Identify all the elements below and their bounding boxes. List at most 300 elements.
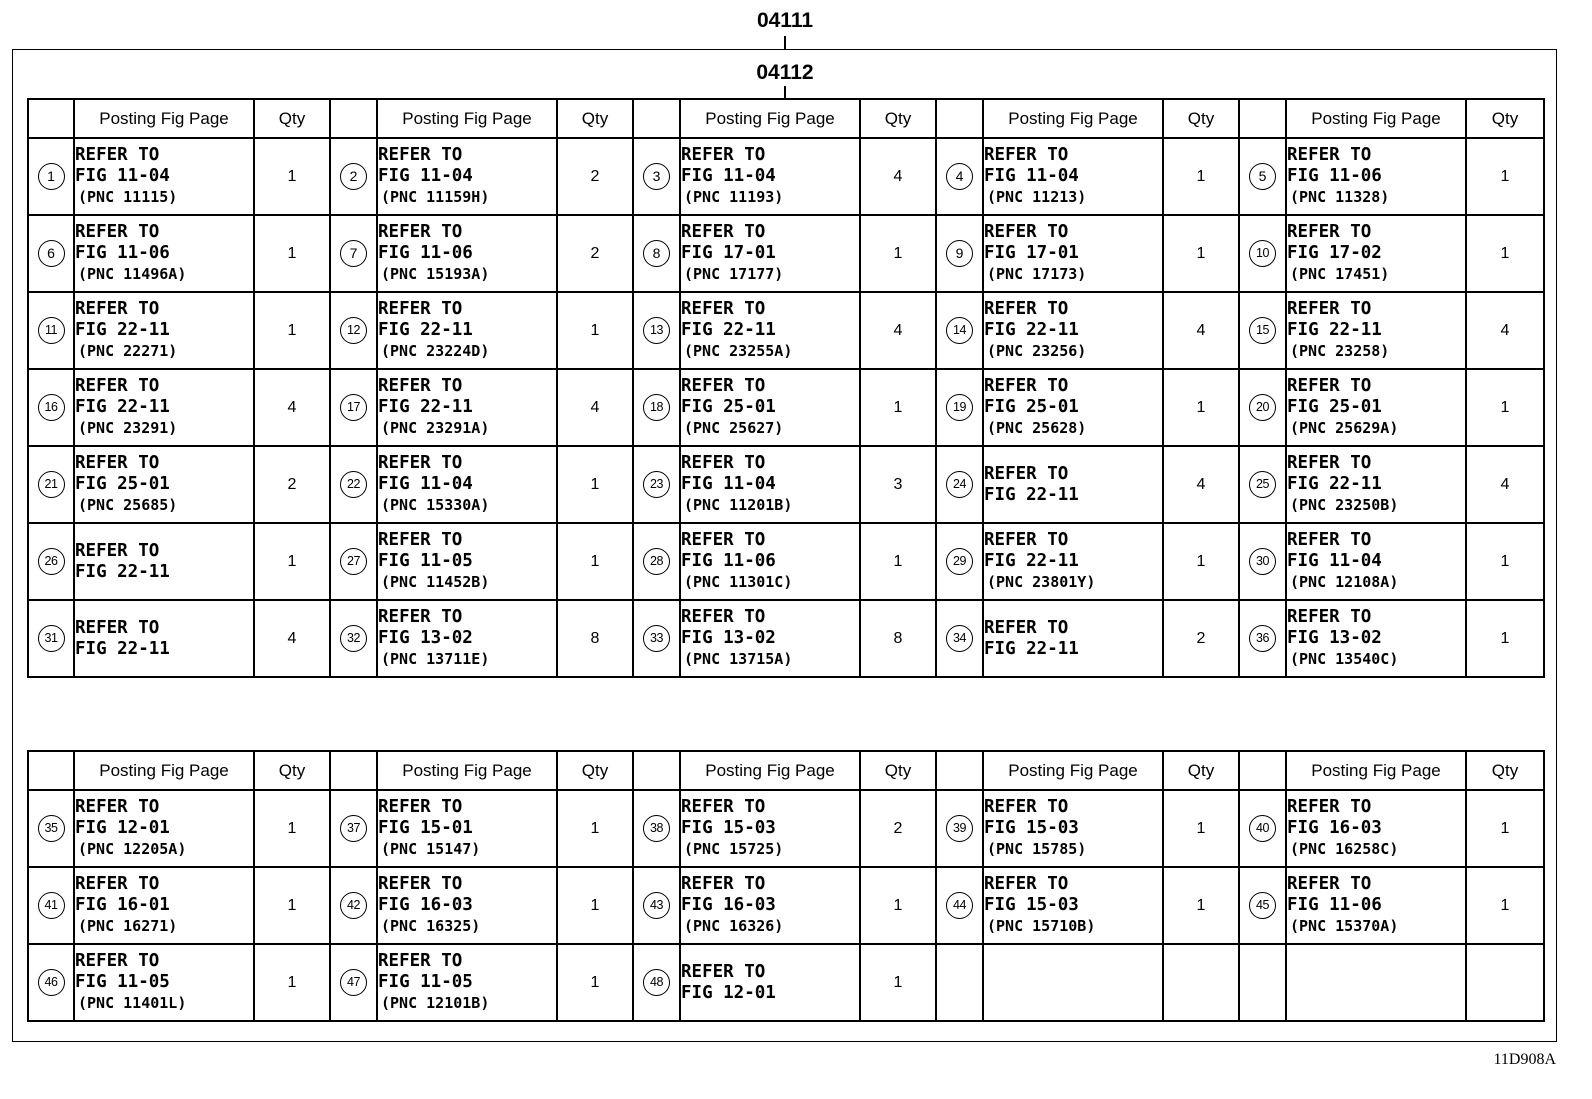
drawing-code: 11D908A: [1493, 1051, 1556, 1068]
item-number-cell: [1239, 446, 1286, 523]
part-number-reference: (PNC 13711E): [381, 650, 490, 668]
reference-cell: [1286, 446, 1466, 523]
item-number-cell: [330, 523, 377, 600]
item-number-cell: [330, 215, 377, 292]
item-number-cell: [633, 292, 680, 369]
reference-cell: [680, 790, 860, 867]
quantity-cell: 4: [557, 369, 633, 446]
reference-cell: [74, 523, 254, 600]
figure-reference: FIG 11-05: [378, 551, 473, 571]
figure-reference: FIG 11-06: [1287, 895, 1382, 915]
item-number-badge: 48: [643, 969, 670, 996]
quantity-cell: 1: [1163, 523, 1239, 600]
reference-cell: [983, 790, 1163, 867]
quantity-cell: 8: [860, 600, 936, 677]
reference-cell: [983, 215, 1163, 292]
figure-reference: FIG 11-04: [681, 166, 776, 186]
reference-cell: [74, 215, 254, 292]
figure-reference: FIG 12-01: [75, 818, 170, 838]
part-number-reference: (PNC 13540C): [1290, 650, 1399, 668]
refer-to-text: REFER TO: [984, 299, 1069, 319]
reference-cell: [680, 369, 860, 446]
item-number-cell: [28, 138, 74, 215]
refer-to-text: REFER TO: [681, 961, 766, 982]
item-number-badge: 22: [340, 471, 367, 498]
figure-reference: FIG 11-04: [984, 166, 1079, 186]
item-number-cell: [936, 292, 983, 369]
part-number-reference: (PNC 23258): [1290, 342, 1390, 360]
item-number-cell: [28, 292, 74, 369]
part-number-reference: (PNC 11115): [78, 188, 178, 206]
refer-to-text: REFER TO: [75, 376, 160, 396]
refer-to-text: REFER TO: [681, 453, 766, 473]
item-number-badge: 44: [946, 892, 973, 919]
part-number-reference: (PNC 11213): [987, 188, 1087, 206]
figure-reference: FIG 11-04: [378, 166, 473, 186]
figure-reference: FIG 12-01: [681, 982, 776, 1003]
item-number-badge: 18: [643, 394, 670, 421]
figure-reference: FIG 15-03: [984, 895, 1079, 915]
refer-to-text: REFER TO: [1287, 376, 1372, 396]
figure-reference: FIG 22-11: [75, 638, 170, 659]
item-number-badge: 24: [946, 471, 973, 498]
quantity-cell: 1: [860, 369, 936, 446]
reference-cell: [680, 600, 860, 677]
refer-to-text: REFER TO: [984, 376, 1069, 396]
refer-to-text: REFER TO: [378, 376, 463, 396]
part-number-reference: (PNC 15193A): [381, 265, 490, 283]
item-number-cell: [936, 600, 983, 677]
header-posting-fig-page: Posting Fig Page: [983, 751, 1163, 790]
reference-cell: [680, 867, 860, 944]
item-number-cell: [1239, 523, 1286, 600]
item-number-cell: [936, 369, 983, 446]
part-number-reference: (PNC 11201B): [684, 496, 793, 514]
header-qty: Qty: [254, 99, 330, 138]
figure-reference: FIG 15-03: [984, 818, 1079, 838]
header-qty: Qty: [1163, 751, 1239, 790]
quantity-cell: 1: [860, 944, 936, 1021]
refer-to-text: REFER TO: [681, 607, 766, 627]
quantity-cell: 1: [557, 523, 633, 600]
refer-to-text: REFER TO: [1287, 453, 1372, 473]
header-qty: Qty: [557, 99, 633, 138]
quantity-cell: 4: [860, 138, 936, 215]
header-index-cell: [936, 751, 983, 790]
quantity-cell: [1466, 944, 1544, 1021]
figure-reference: FIG 22-11: [378, 397, 473, 417]
figure-reference: FIG 11-04: [378, 474, 473, 494]
item-number-cell: [633, 523, 680, 600]
part-number-reference: (PNC 15370A): [1290, 917, 1399, 935]
quantity-cell: 1: [1163, 867, 1239, 944]
reference-cell: [1286, 523, 1466, 600]
header-qty: Qty: [557, 751, 633, 790]
item-number-cell: [633, 944, 680, 1021]
quantity-cell: 2: [557, 215, 633, 292]
figure-reference: FIG 16-03: [378, 895, 473, 915]
figure-reference: FIG 15-03: [681, 818, 776, 838]
item-number-cell: [28, 790, 74, 867]
figure-reference: FIG 22-11: [75, 320, 170, 340]
quantity-cell: 1: [557, 446, 633, 523]
quantity-cell: 1: [254, 138, 330, 215]
part-number-reference: (PNC 23255A): [684, 342, 793, 360]
figure-reference: FIG 22-11: [1287, 474, 1382, 494]
reference-cell: [680, 523, 860, 600]
item-number-badge: 17: [340, 394, 367, 421]
item-number-badge: 47: [340, 969, 367, 996]
part-number-reference: (PNC 11159H): [381, 188, 490, 206]
refer-to-text: REFER TO: [378, 607, 463, 627]
item-number-badge: 11: [38, 317, 65, 344]
figure-reference: FIG 22-11: [984, 320, 1079, 340]
table-row: [28, 138, 1544, 215]
item-number-cell: [28, 867, 74, 944]
reference-cell: [1286, 215, 1466, 292]
table-row: [28, 867, 1544, 944]
reference-cell: [680, 215, 860, 292]
quantity-cell: 1: [1466, 790, 1544, 867]
item-number-cell: [936, 523, 983, 600]
item-number-cell: [1239, 600, 1286, 677]
reference-cell: [983, 944, 1163, 1021]
item-number-cell: [1239, 369, 1286, 446]
item-number-cell: [936, 215, 983, 292]
reference-cell: [377, 523, 557, 600]
quantity-cell: 4: [254, 369, 330, 446]
header-index-cell: [633, 99, 680, 138]
reference-cell: [983, 369, 1163, 446]
item-number-cell: [633, 790, 680, 867]
part-number-reference: (PNC 11496A): [78, 265, 187, 283]
header-qty: Qty: [254, 751, 330, 790]
refer-to-text: REFER TO: [378, 530, 463, 550]
quantity-cell: 4: [860, 292, 936, 369]
refer-to-text: REFER TO: [984, 145, 1069, 165]
quantity-cell: 2: [860, 790, 936, 867]
reference-cell: [983, 523, 1163, 600]
header-qty: Qty: [1163, 99, 1239, 138]
item-number-badge: 46: [38, 969, 65, 996]
item-number-badge: 33: [643, 625, 670, 652]
refer-to-text: REFER TO: [984, 797, 1069, 817]
reference-cell: [377, 600, 557, 677]
item-number-badge: 3: [643, 163, 670, 190]
item-number-badge: 10: [1249, 240, 1276, 267]
header-posting-fig-page: Posting Fig Page: [983, 99, 1163, 138]
table-row: [28, 215, 1544, 292]
reference-cell: [74, 790, 254, 867]
part-number-reference: (PNC 17451): [1290, 265, 1390, 283]
figure-reference: FIG 17-01: [984, 243, 1079, 263]
refer-to-text: REFER TO: [984, 530, 1069, 550]
item-number-cell: [633, 215, 680, 292]
refer-to-text: REFER TO: [75, 797, 160, 817]
part-number-reference: (PNC 25629A): [1290, 419, 1399, 437]
reference-cell: [1286, 600, 1466, 677]
header-index-cell: [1239, 751, 1286, 790]
header-qty: Qty: [1466, 99, 1544, 138]
header-index-cell: [28, 751, 74, 790]
part-number-reference: (PNC 11328): [1290, 188, 1390, 206]
refer-to-text: REFER TO: [681, 376, 766, 396]
figure-reference: FIG 11-06: [75, 243, 170, 263]
figure-reference: FIG 22-11: [681, 320, 776, 340]
reference-cell: [377, 867, 557, 944]
header-index-cell: [330, 751, 377, 790]
item-number-cell: [633, 138, 680, 215]
item-number-badge: 26: [38, 548, 65, 575]
figure-reference: FIG 13-02: [378, 628, 473, 648]
quantity-cell: 1: [254, 790, 330, 867]
quantity-cell: 1: [1466, 523, 1544, 600]
figure-reference: FIG 22-11: [984, 638, 1079, 659]
figure-reference: FIG 11-06: [1287, 166, 1382, 186]
quantity-cell: 1: [1466, 215, 1544, 292]
table-row: [28, 369, 1544, 446]
item-number-badge: 2: [340, 163, 367, 190]
table-row: [28, 292, 1544, 369]
quantity-cell: 1: [860, 523, 936, 600]
item-number-cell: [330, 944, 377, 1021]
leader-line-top: [784, 36, 786, 49]
item-number-badge: 20: [1249, 394, 1276, 421]
reference-cell: [983, 138, 1163, 215]
item-number-badge: 37: [340, 815, 367, 842]
item-number-cell: [633, 446, 680, 523]
item-number-cell: [1239, 790, 1286, 867]
figure-reference: FIG 11-04: [681, 474, 776, 494]
item-number-cell: [936, 446, 983, 523]
figure-reference: FIG 22-11: [1287, 320, 1382, 340]
reference-cell: [680, 944, 860, 1021]
item-number-cell: [633, 600, 680, 677]
item-number-badge: 1: [38, 163, 65, 190]
item-number-badge: 38: [643, 815, 670, 842]
item-number-cell: [28, 369, 74, 446]
item-number-cell: [330, 369, 377, 446]
figure-reference: FIG 16-03: [681, 895, 776, 915]
refer-to-text: REFER TO: [75, 874, 160, 894]
refer-to-text: REFER TO: [1287, 222, 1372, 242]
refer-to-text: REFER TO: [984, 874, 1069, 894]
part-number-reference: (PNC 22271): [78, 342, 178, 360]
figure-reference: FIG 13-02: [1287, 628, 1382, 648]
figure-reference: FIG 11-04: [1287, 551, 1382, 571]
part-number-reference: (PNC 11452B): [381, 573, 490, 591]
refer-to-text: REFER TO: [378, 222, 463, 242]
reference-cell: [680, 138, 860, 215]
item-number-badge: 34: [946, 625, 973, 652]
item-number-badge: 25: [1249, 471, 1276, 498]
item-number-cell: [28, 523, 74, 600]
quantity-cell: 1: [860, 215, 936, 292]
refer-to-text: REFER TO: [378, 951, 463, 971]
reference-cell: [983, 600, 1163, 677]
quantity-cell: 1: [1466, 138, 1544, 215]
quantity-cell: 4: [1466, 292, 1544, 369]
header-index-cell: [1239, 99, 1286, 138]
part-number-reference: (PNC 12101B): [381, 994, 490, 1012]
item-number-badge: 8: [643, 240, 670, 267]
reference-cell: [74, 138, 254, 215]
part-number-reference: (PNC 15710B): [987, 917, 1096, 935]
reference-cell: [1286, 138, 1466, 215]
part-number-reference: (PNC 23256): [987, 342, 1087, 360]
reference-cell: [1286, 790, 1466, 867]
part-number-reference: (PNC 11301C): [684, 573, 793, 591]
figure-reference: FIG 25-01: [984, 397, 1079, 417]
part-number-reference: (PNC 11401L): [78, 994, 187, 1012]
part-number-reference: (PNC 12108A): [1290, 573, 1399, 591]
refer-to-text: REFER TO: [75, 145, 160, 165]
part-number-reference: (PNC 23801Y): [987, 573, 1096, 591]
part-number-reference: (PNC 16271): [78, 917, 178, 935]
refer-to-text: REFER TO: [378, 874, 463, 894]
figure-reference: FIG 13-02: [681, 628, 776, 648]
part-number-reference: (PNC 15147): [381, 840, 481, 858]
header-row: [28, 99, 1544, 138]
refer-to-text: REFER TO: [1287, 299, 1372, 319]
part-number-reference: (PNC 23291): [78, 419, 178, 437]
part-number-reference: (PNC 11193): [684, 188, 784, 206]
quantity-cell: 1: [254, 292, 330, 369]
item-number-badge: 6: [38, 240, 65, 267]
item-number-badge: 31: [38, 625, 65, 652]
figure-reference: FIG 22-11: [75, 561, 170, 582]
refer-to-text: REFER TO: [681, 299, 766, 319]
refer-to-text: REFER TO: [75, 540, 160, 561]
part-number-reference: (PNC 15330A): [381, 496, 490, 514]
reference-cell: [74, 944, 254, 1021]
refer-to-text: REFER TO: [75, 453, 160, 473]
figure-reference: FIG 17-01: [681, 243, 776, 263]
item-number-cell: [1239, 944, 1286, 1021]
part-number-reference: (PNC 15725): [684, 840, 784, 858]
reference-cell: [377, 944, 557, 1021]
refer-to-text: REFER TO: [681, 145, 766, 165]
quantity-cell: 2: [254, 446, 330, 523]
quantity-cell: 1: [557, 790, 633, 867]
item-number-badge: 43: [643, 892, 670, 919]
figure-reference: FIG 22-11: [75, 397, 170, 417]
figure-reference: FIG 15-01: [378, 818, 473, 838]
reference-cell: [983, 867, 1163, 944]
item-number-cell: [28, 215, 74, 292]
part-number-reference: (PNC 23224D): [381, 342, 490, 360]
refer-to-text: REFER TO: [75, 299, 160, 319]
reference-cell: [377, 446, 557, 523]
table-row: [28, 523, 1544, 600]
item-number-badge: 12: [340, 317, 367, 344]
item-number-cell: [633, 867, 680, 944]
figure-reference: FIG 11-04: [75, 166, 170, 186]
item-number-badge: 29: [946, 548, 973, 575]
item-number-cell: [936, 790, 983, 867]
refer-to-text: REFER TO: [378, 299, 463, 319]
quantity-cell: 1: [1163, 215, 1239, 292]
refer-to-text: REFER TO: [378, 797, 463, 817]
assembly-label-top: 04111: [756, 9, 814, 32]
header-index-cell: [936, 99, 983, 138]
part-number-reference: (PNC 16326): [684, 917, 784, 935]
part-number-reference: (PNC 13715A): [684, 650, 793, 668]
quantity-cell: 1: [1466, 600, 1544, 677]
item-number-badge: 9: [946, 240, 973, 267]
figure-reference: FIG 11-05: [378, 972, 473, 992]
item-number-cell: [28, 600, 74, 677]
table-row: [28, 600, 1544, 677]
quantity-cell: 1: [1163, 138, 1239, 215]
part-number-reference: (PNC 15785): [987, 840, 1087, 858]
part-number-reference: (PNC 12205A): [78, 840, 187, 858]
item-number-cell: [330, 790, 377, 867]
item-number-badge: 32: [340, 625, 367, 652]
figure-reference: FIG 11-05: [75, 972, 170, 992]
item-number-badge: 39: [946, 815, 973, 842]
quantity-cell: 8: [557, 600, 633, 677]
quantity-cell: 1: [1466, 867, 1544, 944]
header-posting-fig-page: Posting Fig Page: [74, 99, 254, 138]
item-number-badge: 13: [643, 317, 670, 344]
reference-cell: [74, 867, 254, 944]
refer-to-text: REFER TO: [1287, 530, 1372, 550]
quantity-cell: 1: [254, 215, 330, 292]
quantity-cell: 4: [1163, 292, 1239, 369]
part-number-reference: (PNC 25628): [987, 419, 1087, 437]
item-number-badge: 16: [38, 394, 65, 421]
figure-reference: FIG 22-11: [984, 484, 1079, 505]
item-number-badge: 14: [946, 317, 973, 344]
figure-reference: FIG 25-01: [75, 474, 170, 494]
part-number-reference: (PNC 25627): [684, 419, 784, 437]
item-number-badge: 19: [946, 394, 973, 421]
item-number-cell: [28, 944, 74, 1021]
reference-cell: [377, 292, 557, 369]
item-number-cell: [28, 446, 74, 523]
item-number-badge: 35: [38, 815, 65, 842]
refer-to-text: REFER TO: [75, 951, 160, 971]
item-number-badge: 40: [1249, 815, 1276, 842]
figure-reference: FIG 16-03: [1287, 818, 1382, 838]
reference-cell: [74, 369, 254, 446]
quantity-cell: 1: [254, 523, 330, 600]
item-number-cell: [1239, 292, 1286, 369]
figure-reference: FIG 16-01: [75, 895, 170, 915]
item-number-cell: [1239, 215, 1286, 292]
reference-cell: [377, 215, 557, 292]
header-index-cell: [28, 99, 74, 138]
refer-to-text: REFER TO: [984, 617, 1069, 638]
item-number-badge: 4: [946, 163, 973, 190]
part-number-reference: (PNC 25685): [78, 496, 178, 514]
quantity-cell: 2: [1163, 600, 1239, 677]
header-qty: Qty: [1466, 751, 1544, 790]
refer-to-text: REFER TO: [378, 453, 463, 473]
reference-cell: [74, 600, 254, 677]
quantity-cell: [1163, 944, 1239, 1021]
part-number-reference: (PNC 16258C): [1290, 840, 1399, 858]
reference-table-2: [27, 750, 1545, 1022]
figure-reference: FIG 22-11: [378, 320, 473, 340]
refer-to-text: REFER TO: [1287, 874, 1372, 894]
header-posting-fig-page: Posting Fig Page: [74, 751, 254, 790]
quantity-cell: 1: [254, 867, 330, 944]
item-number-badge: 36: [1249, 625, 1276, 652]
table-row: [28, 446, 1544, 523]
item-number-cell: [1239, 867, 1286, 944]
